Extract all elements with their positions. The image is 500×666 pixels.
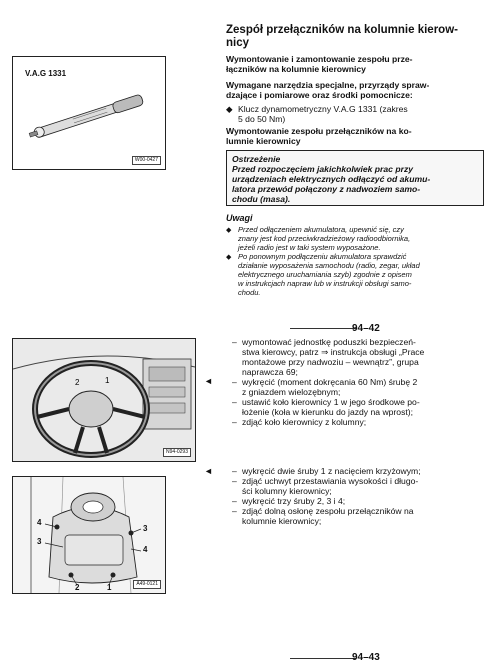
notes-list (226, 226, 488, 297)
figure-steering-column (12, 476, 166, 594)
tools-item-text: Klucz dynamometryczny V.A.G 1331 (zakres 5 do 50 Nm) (238, 104, 408, 124)
steering-wheel-drawing (13, 339, 195, 461)
figure-torque-wrench (12, 56, 166, 170)
steps-list-a (232, 337, 490, 427)
step-text: wymontować jednostkę poduszki bezpieczeń- stwa kierowcy, patrz ⇒ instrukcja obsługi „Prace montażowe przy nadwoziu – wewnątrz”, grupa naprawcza 69; (242, 337, 425, 377)
steering-column-drawing (13, 477, 165, 593)
notes-title: Uwagi (226, 213, 253, 223)
page-ref-top: 94–42 (352, 323, 380, 334)
dash-icon: – (232, 466, 237, 476)
callout-1: 1 (107, 583, 112, 592)
callout-3-right: 3 (143, 524, 148, 533)
bullet-icon: ◆ (226, 104, 233, 114)
dash-icon: – (232, 337, 237, 347)
step-text: zdjąć uchwyt przestawiania wysokości i długo- ści kolumny kierownicy; (242, 476, 419, 496)
callout-2: 2 (75, 583, 80, 592)
dash-icon: – (232, 417, 237, 427)
bullet-icon: ◆ (226, 227, 232, 234)
step-item (232, 337, 490, 377)
figure-id: W00-0427 (132, 156, 161, 165)
steps-list-b (232, 466, 490, 526)
figure-label: V.A.G 1331 (25, 69, 67, 78)
dash-icon: – (232, 397, 237, 407)
warning-text: Przed rozpoczęciem jakichkolwiek prac przy urządzeniach elektrycznych odłączyć od akumu- latora przewód połączony z nadwoziem samo- chodu (masa). (232, 164, 431, 204)
torque-wrench-drawing (13, 57, 165, 169)
section-heading-removal-installation: Wymontowanie i zamontowanie zespołu prze- łączników na kolumnie kierownicy (226, 54, 413, 74)
page-number: 94–43 (352, 652, 380, 663)
tools-heading: Wymagane narzędzia specjalne, przyrządy spraw- dzające i pomiarowe oraz środki pomocnicze: (226, 80, 430, 100)
dash-icon: – (232, 377, 237, 387)
section-heading-removal: Wymontowanie zespołu przełączników na ko- lumnie kierownicy (226, 126, 412, 146)
figure-steering-wheel (12, 338, 196, 462)
step-item (232, 417, 490, 427)
step-text: wykręcić trzy śruby 2, 3 i 4; (242, 496, 346, 506)
callout-4-right: 4 (143, 545, 148, 554)
figure-id: N94-0293 (163, 448, 191, 457)
svg-text:2: 2 (75, 378, 80, 387)
step-item (232, 377, 490, 397)
callout-4-left: 4 (37, 518, 42, 527)
note-text: Po ponownym podłączeniu akumulatora sprawdzić działanie wyposażenia samochodu (radio, zegar, układ elektrycznego uruchamiania szyb) zgodnie z opisem w instrukcjach napraw lub w instrukcji obsługi samo- chodu. (238, 252, 420, 297)
step-item (232, 466, 490, 476)
step-text: ustawić koło kierownicy 1 w jego środkowe po- łożenie (koła w kierunku do jazdy na wprost); (242, 397, 420, 417)
note-item (226, 226, 488, 252)
step-item (232, 397, 490, 417)
step-item (232, 476, 490, 496)
step-item (232, 496, 490, 506)
dash-icon: – (232, 506, 237, 516)
warning-title: Ostrzeżenie (232, 154, 281, 164)
tools-list-item (226, 104, 488, 124)
page-number-rule (290, 658, 356, 659)
arrow-pointer-icon: ◄ (204, 466, 213, 476)
dash-icon: – (232, 476, 237, 486)
step-text: wykręcić dwie śruby 1 z nacięciem krzyżowym; (242, 466, 421, 476)
step-item (232, 506, 490, 526)
callout-3-left: 3 (37, 537, 42, 546)
figure-id: A49-0121 (133, 580, 161, 589)
page-title: Zespół przełączników na kolumnie kierow- nicy (226, 24, 458, 49)
step-text: zdjąć koło kierownicy z kolumny; (242, 417, 367, 427)
page-ref-rule (290, 328, 356, 329)
warning-box (226, 150, 484, 206)
bullet-icon: ◆ (226, 254, 232, 262)
arrow-pointer-icon: ◄ (204, 376, 213, 386)
dash-icon: – (232, 496, 237, 506)
step-text: zdjąć dolną osłonę zespołu przełączników na kolumnie kierownicy; (242, 506, 414, 526)
note-text: Przed odłączeniem akumulatora, upewnić się, czy znany jest kod przeciwkradzieżowy radioodbiornika, jeżeli radio jest w taki system wyposażone. (238, 225, 411, 252)
note-item (226, 253, 488, 297)
step-text: wykręcić (moment dokręcania 60 Nm) śrubę 2 z gniazdem wielozębnym; (242, 377, 418, 397)
svg-text:1: 1 (105, 376, 110, 385)
